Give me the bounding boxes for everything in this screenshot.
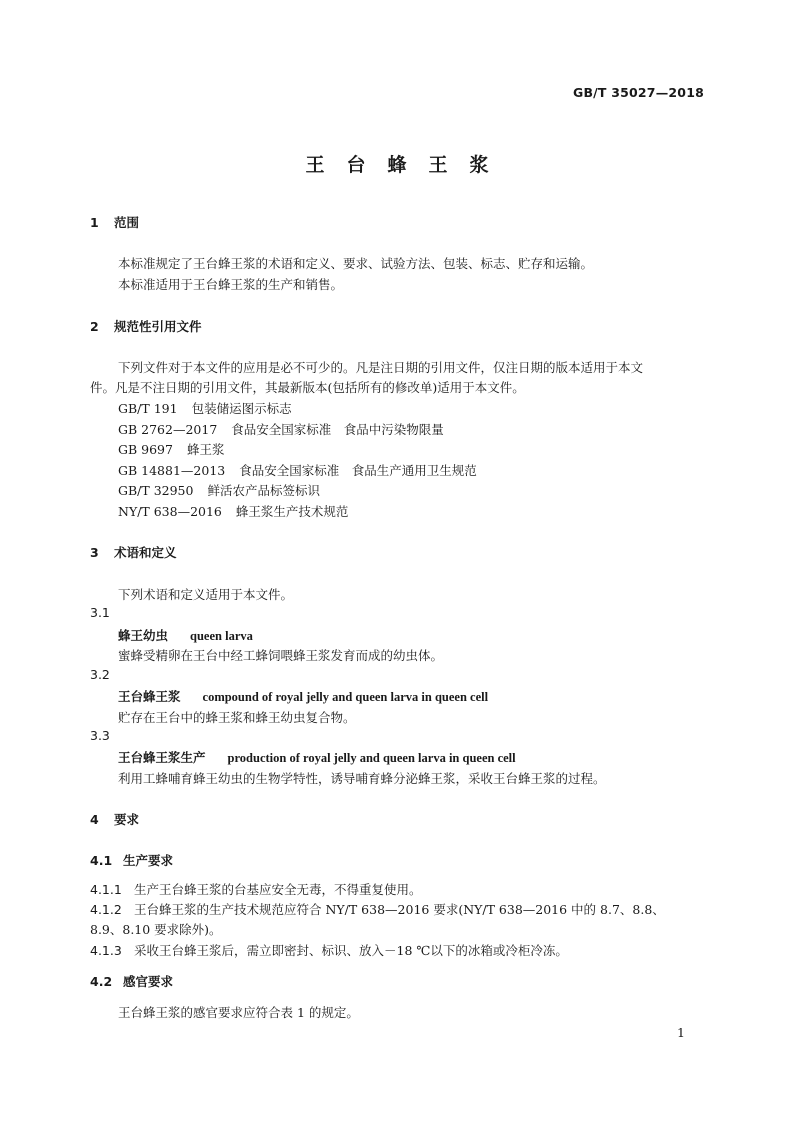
reference-title: 食品安全国家标准 食品生产通用卫生规范 [239,463,477,478]
term-en: production of royal jelly and queen larva in queen cell [227,751,516,765]
section-title: 范围 [114,215,140,230]
reference-title: 蜂王浆生产技术规范 [235,504,349,519]
subsection-title: 感官要求 [123,974,174,989]
term-en: compound of royal jelly and queen larva in queen cell [202,690,489,704]
reference-item [118,420,444,438]
page-number: 1 [677,1025,685,1040]
section-1-paragraph-1: 本标准规定了王台蜂王浆的术语和定义、要求、试验方法、包装、标志、贮存和运输。 [118,256,594,271]
clause-text: 生产王台蜂王浆的台基应安全无毒，不得重复使用。 [134,882,422,897]
section-title: 要求 [114,812,140,827]
reference-code: GB/T 191 [118,401,178,416]
term-heading [118,687,488,705]
reference-item [118,481,320,499]
section-number: 3 [90,545,99,560]
term-heading [118,626,253,644]
clause-4-1-2-continued: 8.9、8.10 要求除外)。 [90,922,222,937]
clause-4-1-1 [90,880,422,898]
subsection-4-2-heading [90,972,173,990]
term-number: 3.3 [90,728,110,743]
reference-item [118,440,224,458]
section-title: 规范性引用文件 [114,319,202,334]
subsection-title: 生产要求 [123,853,174,868]
clause-4-1-2 [90,900,665,918]
clause-text: 采收王台蜂王浆后，需立即密封、标识、放入－18 ℃以下的冰箱或冷柜冷冻。 [134,943,568,958]
reference-code: GB 14881—2013 [118,463,226,478]
reference-item [118,502,348,520]
section-4-heading [90,810,139,828]
reference-item [118,461,477,479]
term-definition: 蜜蜂受精卵在王台中经工蜂饲喂蜂王浆发育而成的幼虫体。 [118,648,444,663]
term-number: 3.1 [90,605,110,620]
standard-number: GB/T 35027—2018 [572,85,704,100]
section-2-heading [90,317,202,335]
section-1-paragraph-2: 本标准适用于王台蜂王浆的生产和销售。 [118,277,344,292]
reference-item [118,399,292,417]
section-2-intro-line-2: 件。凡是不注日期的引用文件，其最新版本(包括所有的修改单)适用于本文件。 [90,380,525,395]
clause-4-1-3 [90,941,568,959]
reference-title: 包装储运图示标志 [191,401,292,416]
reference-code: GB 2762—2017 [118,422,218,437]
term-definition: 贮存在王台中的蜂王浆和蜂王幼虫复合物。 [118,710,356,725]
document-title: 王台蜂王浆 [305,154,511,176]
section-2-intro-line-1: 下列文件对于本文件的应用是必不可少的。凡是注日期的引用文件，仅注日期的版本适用于本文 [118,360,644,375]
clause-number: 4.1.2 [90,902,122,917]
term-zh: 王台蜂王浆 [118,689,181,704]
reference-code: GB/T 32950 [118,483,194,498]
reference-code: NY/T 638—2016 [118,504,222,519]
term-definition: 利用工蜂哺育蜂王幼虫的生物学特性，诱导哺育蜂分泌蜂王浆，采收王台蜂王浆的过程。 [118,771,606,786]
term-number: 3.2 [90,667,110,682]
section-3-intro: 下列术语和定义适用于本文件。 [118,587,294,602]
section-1-heading [90,213,139,231]
subsection-4-2-paragraph: 王台蜂王浆的感官要求应符合表 1 的规定。 [118,1005,359,1020]
section-3-heading [90,543,177,561]
term-heading [118,748,516,766]
section-number: 1 [90,215,99,230]
section-number: 2 [90,319,99,334]
reference-title: 鲜活农产品标签标识 [207,483,320,498]
section-title: 术语和定义 [114,545,177,560]
subsection-4-1-heading [90,851,173,869]
term-en: queen larva [190,629,253,643]
clause-number: 4.1.3 [90,943,122,958]
term-zh: 王台蜂王浆生产 [118,750,206,765]
term-zh: 蜂王幼虫 [118,628,169,643]
section-number: 4 [90,812,99,827]
subsection-number: 4.1 [90,853,113,868]
subsection-number: 4.2 [90,974,113,989]
clause-text: 王台蜂王浆的生产技术规范应符合 NY/T 638—2016 要求(NY/T 638—2016 中的 8.7、8.8、 [134,902,665,917]
reference-title: 蜂王浆 [186,442,225,457]
reference-title: 食品安全国家标准 食品中污染物限量 [231,422,444,437]
reference-code: GB 9697 [118,442,173,457]
clause-number: 4.1.1 [90,882,122,897]
